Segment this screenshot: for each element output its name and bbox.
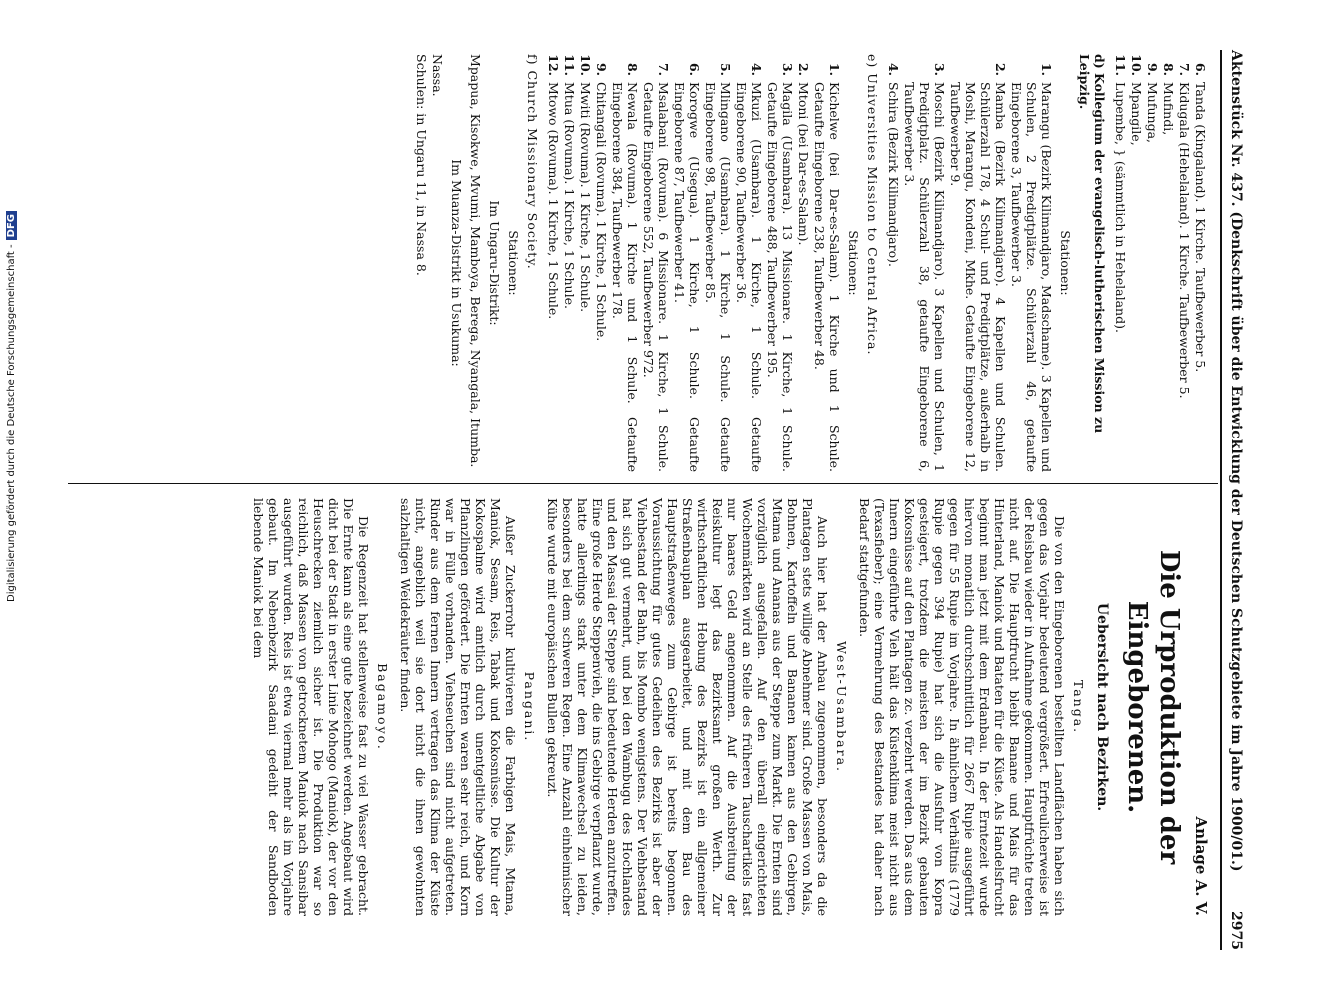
entry-text: Newala (Rovuma). 1 Kirche und 1 Schule. Getaufte Eingeborene 384, Taufbewerber 178. bbox=[610, 82, 640, 472]
overview-title: Uebersicht nach Bezirken. bbox=[1094, 602, 1110, 812]
scanned-page bbox=[50, 50, 1250, 950]
district-paragraph: Auch hier hat der Anbau zugenommen, besonders da die Plantagen stets willige Abnehmer sind. Große Massen von Mais, Bohnen, Kartoffeln und Bananen kamen aus den Gebirgen, Mtama und Ananas aus der Steppe zum Markt. Die Ernten sind vorzüglich ausgefallen. Auf den überall eingerichteten Wochenmärkten wird an Stelle des früheren Tauschartikels fast nur baares Geld angenommen. Auf die Ausbreitung der Reiskultur legt das Bezirksamt großen Werth. Zur wirthschaftlichen Hebung des Bezirks ist ein allgemeiner Straßenbauplan ausgearbeitet, und mit dem Bau des Hauptstraßenweges zum Gebirge ist bereits begonnen. Voraussichtung für gutes Gedeihen des Bezirks ist aber der Viehbestand der Bahn, bis Mombo wenigstens. Der Viehbestand hat sich gut vermehrt, und bei den Wambugu des Hochlandes und den Massai der Steppe sind bedeutende Herden anzutreffen. Eine große Herde Steppenvieh, die ins Gebirge verpflanzt wurde, hatte allerdings stark unter dem Klimawechsel zu leiden, besonders bei dem schweren Regen. Eine Anzahl einheimischer Kühe wurde mit europäischen Bullen gekreuzt. bbox=[545, 498, 830, 916]
section-e-entries bbox=[546, 54, 842, 472]
section-d-entries bbox=[886, 54, 1054, 472]
entry-text: Kichelwe (bei Dar-es-Salam). 1 Kirche und 1 Schule. Getaufte Eingeborene 238, Taufbewerber 48. bbox=[812, 82, 842, 472]
entry-text: Mtoni (bei Dar-es-Salam). bbox=[796, 82, 811, 246]
district-heading: Pangani. bbox=[522, 671, 537, 743]
entry-number: 7. bbox=[656, 62, 671, 76]
entries-top bbox=[1113, 54, 1208, 472]
station-entry bbox=[594, 54, 609, 472]
station-entry bbox=[578, 54, 593, 472]
station-entry bbox=[948, 54, 1008, 472]
entry-text: Mwiti (Rovuma). 1 Kirche, 1 Schule. bbox=[578, 82, 593, 313]
station-entry bbox=[1145, 54, 1160, 472]
section-d-stations-label: Stationen: bbox=[1058, 230, 1073, 296]
station-entry bbox=[703, 54, 733, 472]
entry-number: 4. bbox=[749, 62, 764, 76]
station-entry bbox=[765, 54, 795, 472]
schools-line: Schulen: in Ungaru 11, in Nassa 8. bbox=[414, 54, 429, 276]
station-entry bbox=[1177, 54, 1192, 472]
dfg-logo: DFG bbox=[6, 211, 17, 240]
chapter-title: Die Urproduktion der Eingeborenen. bbox=[1122, 549, 1184, 865]
district-sections bbox=[251, 498, 1086, 916]
header-rule bbox=[1220, 50, 1222, 950]
left-column bbox=[413, 54, 1208, 472]
entry-text: Schira (Bezirk Kilimandjaro). bbox=[886, 82, 901, 267]
entry-text: Marangu (Bezirk Kilimandjaro, Madschame). 3 Kapellen und Schulen, 2 Predigtplätze. Schülerzahl 46, getaufte Eingeborene 3, Taufbewerber 3. bbox=[1009, 82, 1054, 472]
station-entry bbox=[812, 54, 842, 472]
district-muanza-text: Nassa. bbox=[430, 54, 445, 97]
district-paragraph: Die Regenzeit hat stellenweise fast zu viel Wasser gebracht. Die Ernte kann als eine gute bezeichnet werden. Angebaut wird dicht bei der Stadt in erster Linie Mohogo (Maniok), der vor den Heuschrecken ziemlich sicher ist. Die Produktion war so reichlich, daß Massen von getrocknetem Maniok nach Sansibar ausgeführt wurden. Reis ist etwa viermal mehr als im Vorjahre gebaut. Im Nebenbezirk Saadani gedeiht der Sandboden liebende Maniok bei dem bbox=[251, 498, 371, 916]
entry-number: 1. bbox=[827, 62, 842, 76]
section-e-stations-label: Stationen: bbox=[846, 230, 861, 296]
entry-text: Chitangali (Rovuma). 1 Kirche, 1 Schule. bbox=[594, 82, 609, 342]
entry-number: 7. bbox=[1177, 62, 1192, 76]
column-divider bbox=[68, 483, 1218, 484]
entry-number: 10. bbox=[578, 54, 593, 76]
entry-text: Msalabani (Rovuma). 6 Missionare. 1 Kirche, 1 Schule. Getaufte Eingeborene 552, Taufbewerber 972. bbox=[641, 82, 671, 472]
entry-number: 11. bbox=[1113, 54, 1128, 76]
district-heading: West-Usambara. bbox=[834, 641, 849, 773]
district-muanza-heading: Im Muanza-Distrikt in Usukuma: bbox=[449, 159, 464, 367]
section-f-stations-label: Stationen: bbox=[506, 230, 521, 296]
station-entry bbox=[1009, 54, 1054, 472]
entry-text: Mufindi, bbox=[1161, 82, 1176, 136]
district-heading: Bagamoyo. bbox=[375, 663, 390, 751]
entry-number: 12. bbox=[546, 54, 561, 76]
section-d-heading: d) Kollegium der evangelisch-lutherischen Mission zu Leipzig. bbox=[1077, 54, 1107, 434]
station-entry bbox=[546, 54, 561, 472]
entry-text: Korogwe (Usegua). 1 Kirche, 1 Schule. Getaufte Eingeborene 87, Taufbewerber 41. bbox=[672, 82, 702, 472]
entry-text: Mufunga, bbox=[1145, 82, 1160, 144]
station-entry bbox=[796, 54, 811, 472]
entry-text: Moschi (Bezirk Kilimandjaro). 3 Kapellen und Schulen, 1 Predigtplatz. Schülerzahl 38, getaufte Eingeborene 6, Taufbewerber 3. bbox=[902, 82, 947, 472]
entry-number: 6. bbox=[687, 62, 702, 76]
rotated-page bbox=[50, 50, 1250, 950]
entry-text: Tanda (Kingaland). 1 Kirche. Taufbewerber 5. bbox=[1193, 82, 1208, 373]
entry-number: 6. bbox=[1193, 62, 1208, 76]
entry-number: 9. bbox=[1145, 62, 1160, 76]
entry-number: 8. bbox=[1161, 62, 1176, 76]
entry-text: Kidugala (Hehelaland). 1 Kirche. Taufbewerber 5. bbox=[1177, 82, 1192, 399]
entry-text: Mkuzi (Usambara). 1 Kirche, 1 Schule. Getaufte Eingeborene 90, Taufbewerber 36. bbox=[734, 82, 764, 472]
annex-label: Anlage A. V. bbox=[1192, 816, 1210, 916]
entry-number: 8. bbox=[625, 62, 640, 76]
station-entry bbox=[610, 54, 640, 472]
station-entry bbox=[641, 54, 671, 472]
entry-text: Mtowo (Rovuma). 1 Kirche, 1 Schule. bbox=[546, 82, 561, 320]
station-entry bbox=[1193, 54, 1208, 472]
section-f-heading: f) Church Missionary Society. bbox=[525, 54, 540, 270]
district-ungaru-heading: Im Ungaru-Distrikt: bbox=[487, 200, 502, 326]
station-entry bbox=[562, 54, 577, 472]
page-number: 2975 bbox=[1228, 911, 1244, 950]
entry-number: 9. bbox=[594, 62, 609, 76]
entry-number: 3. bbox=[780, 62, 795, 76]
district-heading: Tanga. bbox=[1071, 679, 1086, 735]
running-head-title: Aktenstück Nr. 437. (Denkschrift über die Entwicklung der Deutschen Schutzgebiete im Jahre 1900/01.) bbox=[1228, 50, 1244, 872]
entry-text: Mpangile, bbox=[1129, 82, 1144, 146]
entry-number: 3. bbox=[932, 62, 947, 76]
entry-number: 1. bbox=[1039, 62, 1054, 76]
entry-text: Lupembe, } (sämmtlich in Hehelaland). bbox=[1113, 82, 1128, 333]
running-head bbox=[1228, 50, 1250, 950]
station-entry bbox=[1113, 54, 1128, 472]
station-entry bbox=[886, 54, 901, 472]
section-e-heading: e) Universities Mission to Central Africa. bbox=[865, 54, 880, 356]
station-entry bbox=[734, 54, 764, 472]
entry-text: Mamba (Bezirk Kilimandjaro). 4 Kapellen und Schulen. Schülerzahl 178, 4 Schul- und Predigtplätze, außerhalb in Moshi, Marangu, Kondeni, Mkhe. Getaufte Eingeborene 12, Taufbewerber 9. bbox=[948, 82, 1008, 472]
entry-text: Mtua (Rovuma). 1 Kirche, 1 Schule. bbox=[562, 82, 577, 309]
station-entry bbox=[1161, 54, 1176, 472]
footer-text: Digitalisierung gefördert durch die Deutsche Forschungsgemeinschaft - bbox=[6, 244, 17, 602]
right-column bbox=[245, 498, 1208, 916]
station-entry bbox=[1129, 54, 1144, 472]
station-entry bbox=[672, 54, 702, 472]
entry-number: 10. bbox=[1129, 54, 1144, 76]
district-paragraph: Die von den Eingeborenen bestellten Landflächen haben sich gegen das Vorjahr bedeutend vergrößert. Erfreulicherweise ist der Reisbau wieder in Aufnahme gekommen. Hauptfrüchte treten nicht auf. Die Hauptfrucht bleibt Banane und Mais für das Hinterland, Maniok und Bataten für die Küste. Als Handelsfrucht beginnt man jetzt mit dem Erdanbau. In der Erntezeit wurde hiervon monatlich durchschnittlich für 2667 Rupie ausgeführt gegen für 55 Rupie im Vorjahre. In ähnlichem Verhältnis (1779 Rupie gegen 394 Rupie) hat sich die Ausfuhr von Kopra gesteigert, trotzdem die meisten der im Bezirk gebauten Kokosnüsse auf den Plantagen zc. verzehrt werden. Das aus dem Innern eingeführte Vieh hält das Küstenklima meist nicht aus (Texasfieber); eine Vermehrung des Bestandes hat daher nach Bedarf stattgefunden. bbox=[857, 498, 1067, 916]
entry-text: Magila (Usambara). 13 Missionare. 1 Kirche, 1 Schule. Getaufte Eingeborene 488, Taufbewerber 195. bbox=[765, 82, 795, 472]
entry-number: 5. bbox=[718, 62, 733, 76]
entry-number: 2. bbox=[796, 62, 811, 76]
district-paragraph: Außer Zuckerrohr kultivieren die Farbigen Mais, Mtama, Maniok, Sesam, Reis, Tabak und Kokosnüsse. Die Kultur der Kokospalme wird amtlich durch unentgeltliche Abgabe von Pflanzlingen gefördert. Die Ernten waren sehr reich, und Korn war in Fülle vorhanden. Viehseuchen sind nicht aufgetreten. Rinder aus dem fernen Innern vertragen das Klima der Küste nicht, angeblich weil sie dort nicht die ihnen gewohnten salzhaltigen Weidekräuter finden. bbox=[398, 498, 518, 916]
entry-text: Mlingano (Usambara). 1 Kirche, 1 Schule. Getaufte Eingeborene 98, Taufbewerber 85. bbox=[703, 82, 733, 472]
digitization-footer bbox=[6, 212, 20, 602]
station-entry bbox=[902, 54, 947, 472]
entry-number: 2. bbox=[993, 62, 1008, 76]
entry-number: 4. bbox=[886, 62, 901, 76]
entry-number: 11. bbox=[562, 54, 577, 76]
district-ungaru-text: Mpapua, Kisokwe, Mvumi, Mamboya, Berega, Nyangala, Itumba. bbox=[468, 54, 483, 468]
